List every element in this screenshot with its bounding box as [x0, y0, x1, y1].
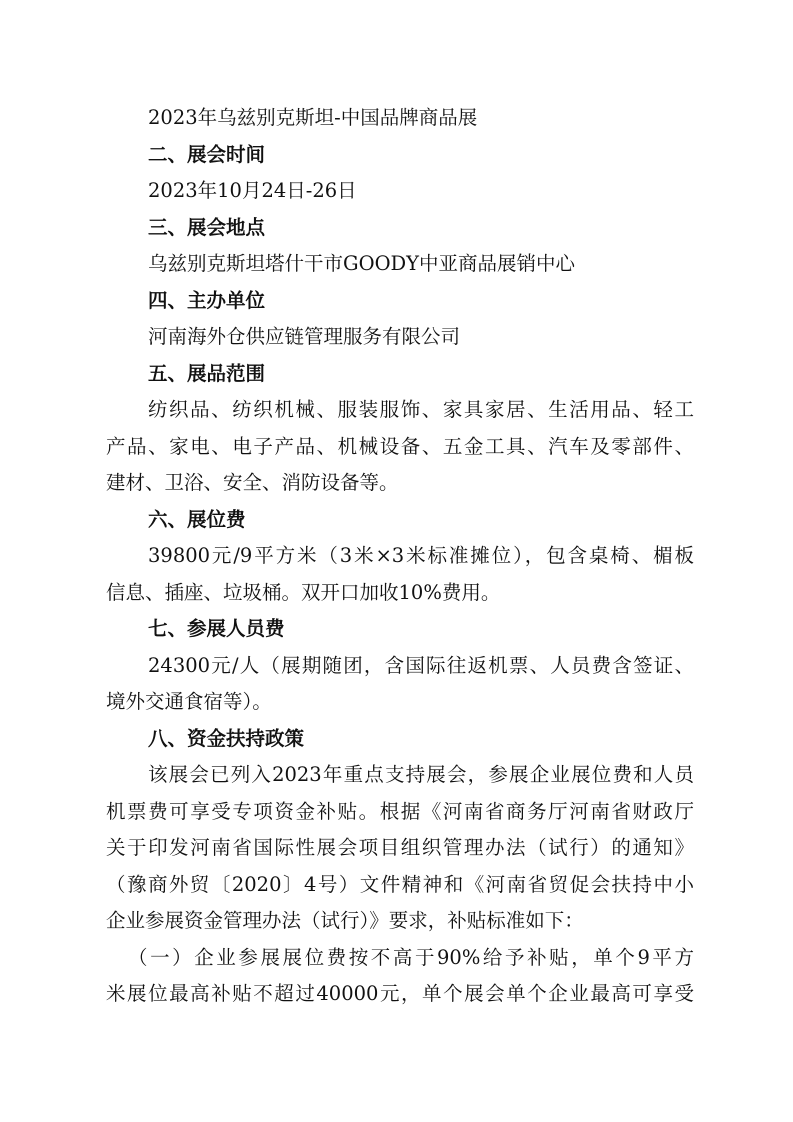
text-line: 机票费可享受专项资金补贴。根据《河南省商务厅河南省财政厅 — [106, 799, 694, 823]
section-heading: 二、展会时间 — [148, 142, 266, 166]
section-heading: 五、展品范围 — [148, 361, 266, 385]
text-line: 产品、家电、电子产品、机械设备、五金工具、汽车及零部件、 — [106, 434, 694, 458]
section-heading: 七、参展人员费 — [148, 617, 285, 640]
text-line: 企业参展资金管理办法（试行）》要求，补贴标准如下： — [106, 909, 584, 932]
section-heading: 六、展位费 — [148, 507, 246, 531]
text-line: （豫商外贸〔2020〕4号）文件精神和《河南省贸促会扶持中小 — [106, 872, 694, 896]
text-line: 乌兹别克斯坦塔什干市GOODY中亚商品展销中心 — [148, 252, 576, 275]
section-heading: 四、主办单位 — [148, 288, 266, 312]
section-heading: 八、资金扶持政策 — [148, 726, 305, 750]
text-line: （一）企业参展展位费按不高于90%给予补贴，单个9平方 — [128, 945, 694, 969]
text-line: 米展位最高补贴不超过40000元，单个展会单个企业最高可享受 — [106, 982, 694, 1005]
text-line: 2023年10月24日-26日 — [148, 179, 357, 202]
section-heading: 三、展会地点 — [148, 215, 266, 239]
text-line: 河南海外仓供应链管理服务有限公司 — [148, 325, 461, 348]
text-line: 关于印发河南省国际性展会项目组织管理办法（试行）的通知》 — [106, 836, 694, 859]
text-line: 24300元/人（展期随团，含国际往返机票、人员费含签证、 — [148, 653, 694, 677]
text-line: 建材、卫浴、安全、消防设备等。 — [106, 471, 399, 494]
text-line: 境外交通食宿等）。 — [106, 690, 272, 713]
text-line: 该展会已列入2023年重点支持展会，参展企业展位费和人员 — [148, 763, 694, 786]
text-line: 2023年乌兹别克斯坦-中国品牌商品展 — [148, 106, 478, 129]
text-line: 信息、插座、垃圾桶。双开口加收10%费用。 — [106, 580, 501, 604]
text-line: 纺织品、纺织机械、服装服饰、家具家居、生活用品、轻工 — [148, 398, 694, 421]
document-body — [106, 100, 694, 1013]
text-line: 39800元/9平方米（3米×3米标准摊位），包含桌椅、楣板 — [148, 544, 694, 567]
